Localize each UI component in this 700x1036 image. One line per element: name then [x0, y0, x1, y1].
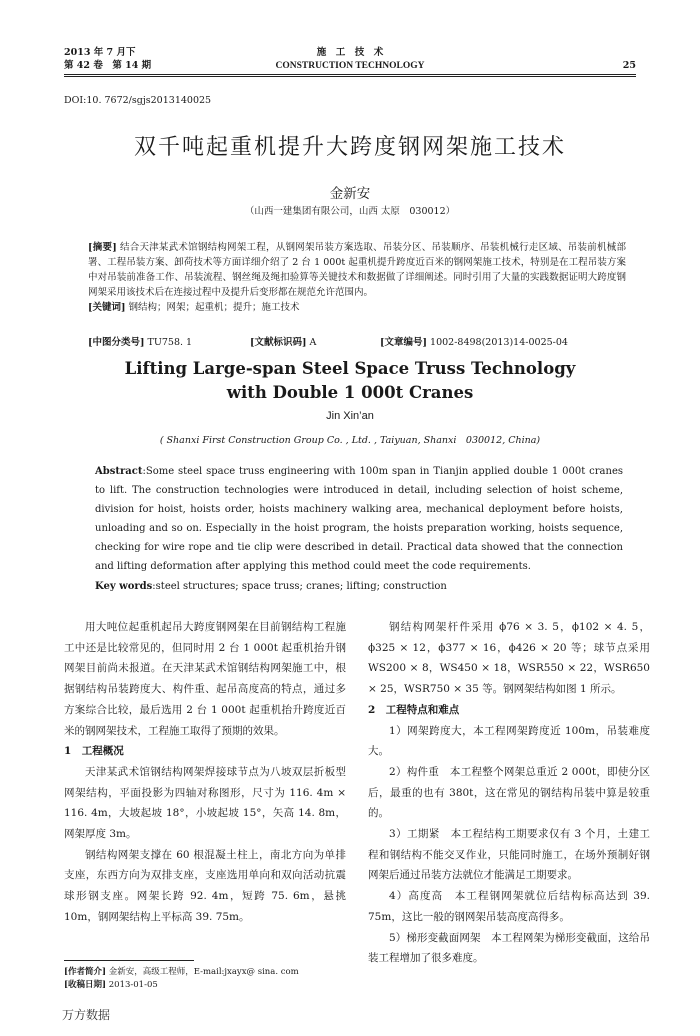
footnote-rule — [64, 960, 194, 961]
intro-paragraph: 用大吨位起重机起吊大跨度钢网架在目前钢结构工程施工中还是比较常见的，但同时用 2 台 1 000t 起重机抬升钢网架目前尚未报道。在天津某武术馆钢结构网架施工中，根据钢结构吊装跨度大、构件重、起吊高度高的特点，通过多方案综合比较，最后选用 2 台 1 000t 起重机抬升跨度近百米的钢网架技术，工程施工取得了预期的效果。 — [64, 621, 346, 737]
journal-name-en: CONSTRUCTION TECHNOLOGY — [275, 61, 425, 71]
doi: DOI:10. 7672/sgjs2013140025 — [64, 95, 212, 106]
author-cn: 金新安 — [329, 186, 371, 202]
volume-issue: 第 42 卷 第 14 期 — [64, 60, 152, 71]
section-1-paragraph-2: 钢结构网架支撑在 60 根混凝土柱上，南北方向为单排支座，东西方向为双排支座，支座选用单向和双向活动抗震球形钢支座。网架长跨 92. 4m，短跨 75. 6m，悬挑 10m，钢网架结构上平标高 39. 75m。 — [64, 848, 346, 923]
difficulty-item-4: 4）高度高 本工程钢网架就位后结构标高达到 39. 75m，这比一般的钢网架吊装高度高得多。 — [368, 890, 650, 923]
section-1-heading: 1 工程概况 — [64, 745, 124, 758]
header-rule — [64, 74, 636, 75]
footnote — [64, 966, 346, 992]
abstract-en — [95, 462, 623, 576]
body-left-column — [64, 617, 346, 928]
issue-date: 2013 年 7 月下 — [64, 47, 136, 58]
footnote-author-label: [作者简介] — [64, 967, 107, 977]
title-en — [64, 357, 636, 405]
article-value: 1002-8498(2013)14-0025-04 — [430, 337, 568, 348]
footnote-author — [64, 966, 346, 979]
title-en-line1: Lifting Large-span Steel Space Truss Technology — [124, 359, 576, 378]
author-en: Jin Xin’an — [326, 410, 374, 422]
difficulty-item-3: 3）工期紧 本工程结构工期要求仅有 3 个月，土建工程和钢结构不能交叉作业，只能同时施工，在场外预制好钢网架后通过吊装方法就位才能满足工期要求。 — [368, 828, 650, 882]
clc-label: [中图分类号] — [88, 337, 145, 348]
section-1-paragraph-1: 天津某武术馆钢结构网架焊接球节点为八坡双层折板型网架结构，平面投影为四轴对称图形，尺寸为 116. 4m × 116. 4m，大坡起坡 18°，小坡起坡 15°，矢高 14. 8m，网架厚度 3m。 — [64, 765, 346, 841]
footnote-date-label: [收稿日期] — [64, 980, 107, 990]
doc-value: A — [309, 337, 317, 348]
section-1-paragraph-3: 钢结构网架杆件采用 ϕ76 × 3. 5，ϕ102 × 4. 5，ϕ325 × 12，ϕ377 × 16，ϕ426 × 20 等；球节点采用 WS200 × 8，WS450 × 18，WSR550 × 22，WSR650 × 25，WSR750 × 35 等。钢网架结构如图 1 所示。 — [368, 621, 650, 696]
keywords-cn-label: [关键词] — [88, 302, 126, 313]
article-label: [文章编号] — [380, 337, 427, 348]
section-2-heading: 2 工程特点和难点 — [368, 703, 460, 716]
affiliation-en: ( Shanxi First Construction Group Co. , Ltd. , Taiyuan, Shanxi 030012, China) — [159, 435, 541, 446]
title-cn: 双千吨起重机提升大跨度钢网架施工技术 — [133, 135, 566, 160]
keywords-cn-text: 钢结构；网架；起重机；提升；施工技术 — [128, 302, 300, 313]
abstract-cn — [88, 240, 626, 315]
difficulty-item-5: 5）梯形变截面网架 本工程网架为梯形变截面，这给吊装工程增加了很多难度。 — [368, 931, 650, 965]
doc-label: [文献标识码] — [250, 337, 307, 348]
title-en-line2: with Double 1 000t Cranes — [226, 383, 474, 402]
doc-code — [250, 334, 316, 348]
header-rule-2 — [64, 76, 636, 77]
keywords-en — [95, 577, 623, 596]
abstract-cn-label: [摘要] — [88, 242, 117, 253]
footnote-date-text: 2013-01-05 — [108, 980, 158, 990]
keywords-en-text: :steel structures; space truss; cranes; lifting; construction — [152, 581, 447, 592]
clc-number — [88, 334, 192, 348]
abstract-en-label: Abstract — [95, 466, 143, 477]
abstract-en-text: :Some steel space truss engineering with 100m span in Tianjin applied double 1 000t cranes to lift. The construction technologies were introduced in detail, including selection of hoist scheme, division for hoist, hoists order, hoists machinery walking area, mechanical deployment before hoists, unloading and so on. Especially in the hoist program, the hoists preparation working, hoists sequence, checking for wire rope and tie clip were described in detail. Practical data showed that the connection and lifting deformation after applying this method could meet the code requirements. — [95, 466, 623, 572]
difficulty-item-2: 2）构件重 本工程整个网架总重近 2 000t，即使分区后，最重的也有 380t，这在常见的钢结构吊装中算是较重的。 — [368, 765, 650, 820]
footnote-date — [64, 979, 346, 992]
body-right-column — [368, 617, 650, 969]
footnote-author-text: 金新安，高级工程师，E-mail:jxayx@ sina. com — [108, 967, 299, 977]
article-number — [380, 334, 568, 348]
journal-name-cn: 施 工 技 术 — [316, 47, 384, 58]
page-number: 25 — [622, 60, 636, 71]
abstract-cn-text: 结合天津某武术馆钢结构网架工程，从钢网架吊装方案选取、吊装分区、吊装顺序、吊装机械行走区域、吊装前机械部署、工程吊装方案、卸荷技术等方面详细介绍了 2 台 1 000t 起重机提升跨度近百米的钢网架施工技术，特别是在工程吊装方案中对吊装前准备工作、吊装流程、钢丝绳及绳扣验算等关键技术和数据做了详细阐述。同时引用了大量的实践数据证明大跨度钢网架采用该技术后在连接过程中及提升后变形都在规范允许范围内。 — [88, 242, 626, 298]
affiliation-cn: （山西一建集团有限公司，山西 太原 030012） — [244, 206, 456, 217]
difficulty-item-1: 1）网架跨度大，本工程网架跨度近 100m，吊装难度大。 — [368, 724, 650, 758]
clc-value: TU758. 1 — [147, 337, 193, 348]
keywords-en-label: Key words — [95, 581, 153, 592]
watermark: 万方数据 — [62, 1008, 111, 1022]
